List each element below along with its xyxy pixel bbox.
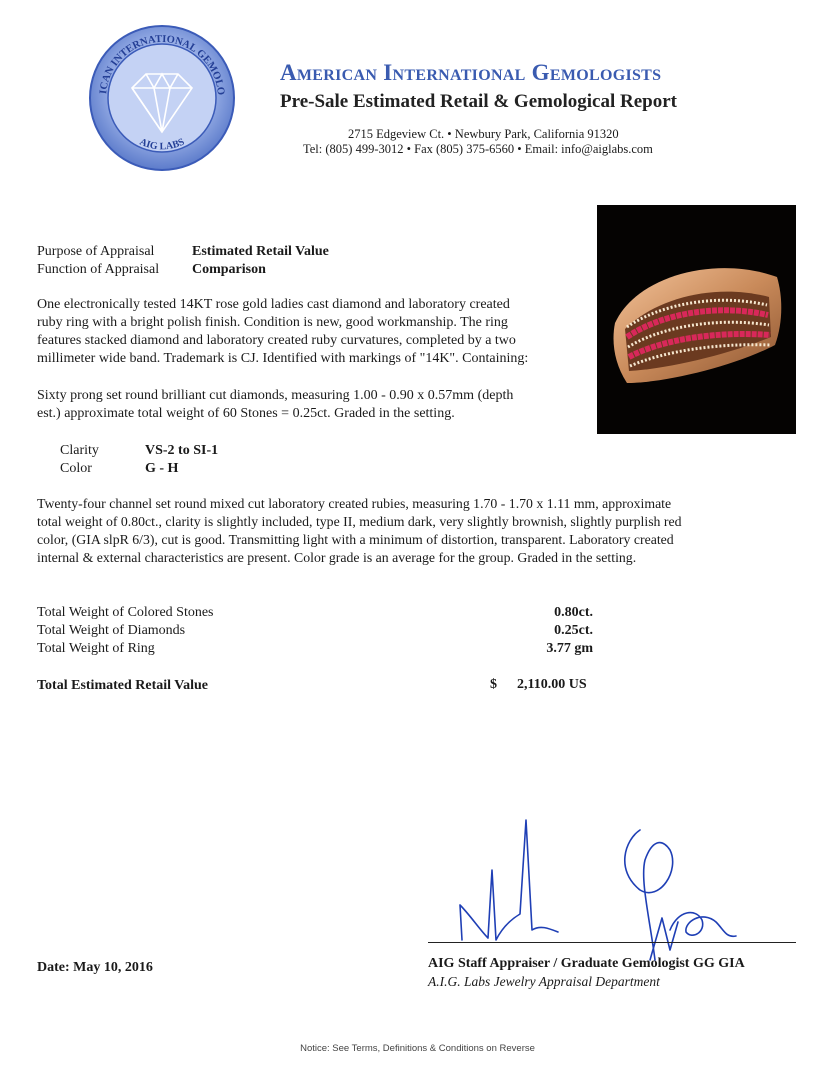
department-name: A.I.G. Labs Jewelry Appraisal Department xyxy=(428,974,660,989)
diamonds-weight-label: Total Weight of Diamonds xyxy=(37,623,186,638)
signature-line xyxy=(428,942,796,943)
ruby-description xyxy=(37,495,682,567)
terms-notice: Notice: See Terms, Definitions & Conditions on Reverse xyxy=(300,1043,535,1054)
diamonds-weight-value: 0.25ct. xyxy=(554,623,593,638)
logo-ring-text: ICAN INTERNATIONAL GEMOLO xyxy=(98,33,227,96)
purpose-label: Purpose of Appraisal xyxy=(37,244,155,259)
organization-name: American International Gemologists xyxy=(280,60,662,85)
ring-description xyxy=(37,296,528,368)
ruby-line: total weight of 0.80ct., clarity is slightly included, type II, medium dark, very slightly brownish, slightly purplish red xyxy=(37,514,682,529)
purpose-value: Estimated Retail Value xyxy=(192,244,329,259)
aig-logo xyxy=(88,24,236,172)
ruby-line: internal & external characteristics are present. Color grade is an average for the group. Graded in the setting. xyxy=(37,550,637,565)
appraiser-title: AIG Staff Appraiser / Graduate Gemologist GG GIA xyxy=(428,956,745,971)
ring-weight-value: 3.77 gm xyxy=(546,641,593,656)
appraiser-signature xyxy=(440,810,800,980)
diamond-line: Sixty prong set round brilliant cut diamonds, measuring 1.00 - 0.90 x 0.57mm (depth xyxy=(37,388,514,403)
color-label: Color xyxy=(60,461,92,476)
retail-value-label: Total Estimated Retail Value xyxy=(37,678,208,693)
ring-weight-label: Total Weight of Ring xyxy=(37,641,155,656)
description-line: ruby ring with a bright polish finish. Condition is new, good workmanship. The ring xyxy=(37,315,508,330)
colored-stones-weight-value: 0.80ct. xyxy=(554,605,593,620)
contact-line: Tel: (805) 499-3012 • Fax (805) 375-6560 • Email: info@aiglabs.com xyxy=(303,142,653,156)
report-title: Pre-Sale Estimated Retail & Gemological Report xyxy=(280,91,677,112)
currency-symbol: $ xyxy=(490,677,497,692)
description-line: features stacked diamond and laboratory created ruby curvatures, completed by a two xyxy=(37,333,516,348)
function-value: Comparison xyxy=(192,262,266,277)
clarity-value: VS-2 to SI-1 xyxy=(145,443,219,458)
ruby-line: Twenty-four channel set round mixed cut laboratory created rubies, measuring 1.70 - 1.70 x 1.11 mm, approximate xyxy=(37,496,672,511)
report-date: Date: May 10, 2016 xyxy=(37,960,153,975)
address-line: 2715 Edgeview Ct. • Newbury Park, California 91320 xyxy=(348,127,619,141)
diamond-line: est.) approximate total weight of 60 Stones = 0.25ct. Graded in the setting. xyxy=(37,406,455,421)
color-value: G - H xyxy=(145,461,179,476)
clarity-label: Clarity xyxy=(60,443,99,458)
colored-stones-weight-label: Total Weight of Colored Stones xyxy=(37,605,214,620)
description-line: millimeter wide band. Trademark is CJ. Identified with markings of "14K". Containing: xyxy=(37,351,529,366)
ring-photo xyxy=(597,205,796,434)
retail-value-amount: 2,110.00 US xyxy=(517,677,587,692)
function-label: Function of Appraisal xyxy=(37,262,160,277)
diamond-description xyxy=(37,387,513,423)
ruby-line: color, (GIA slpR 6/3), cut is good. Transmitting light with a minimum of distortion, transparent. Laboratory created xyxy=(37,532,674,547)
description-line: One electronically tested 14KT rose gold ladies cast diamond and laboratory created xyxy=(37,297,510,312)
logo-labs-text: AIG LABS xyxy=(137,136,187,153)
